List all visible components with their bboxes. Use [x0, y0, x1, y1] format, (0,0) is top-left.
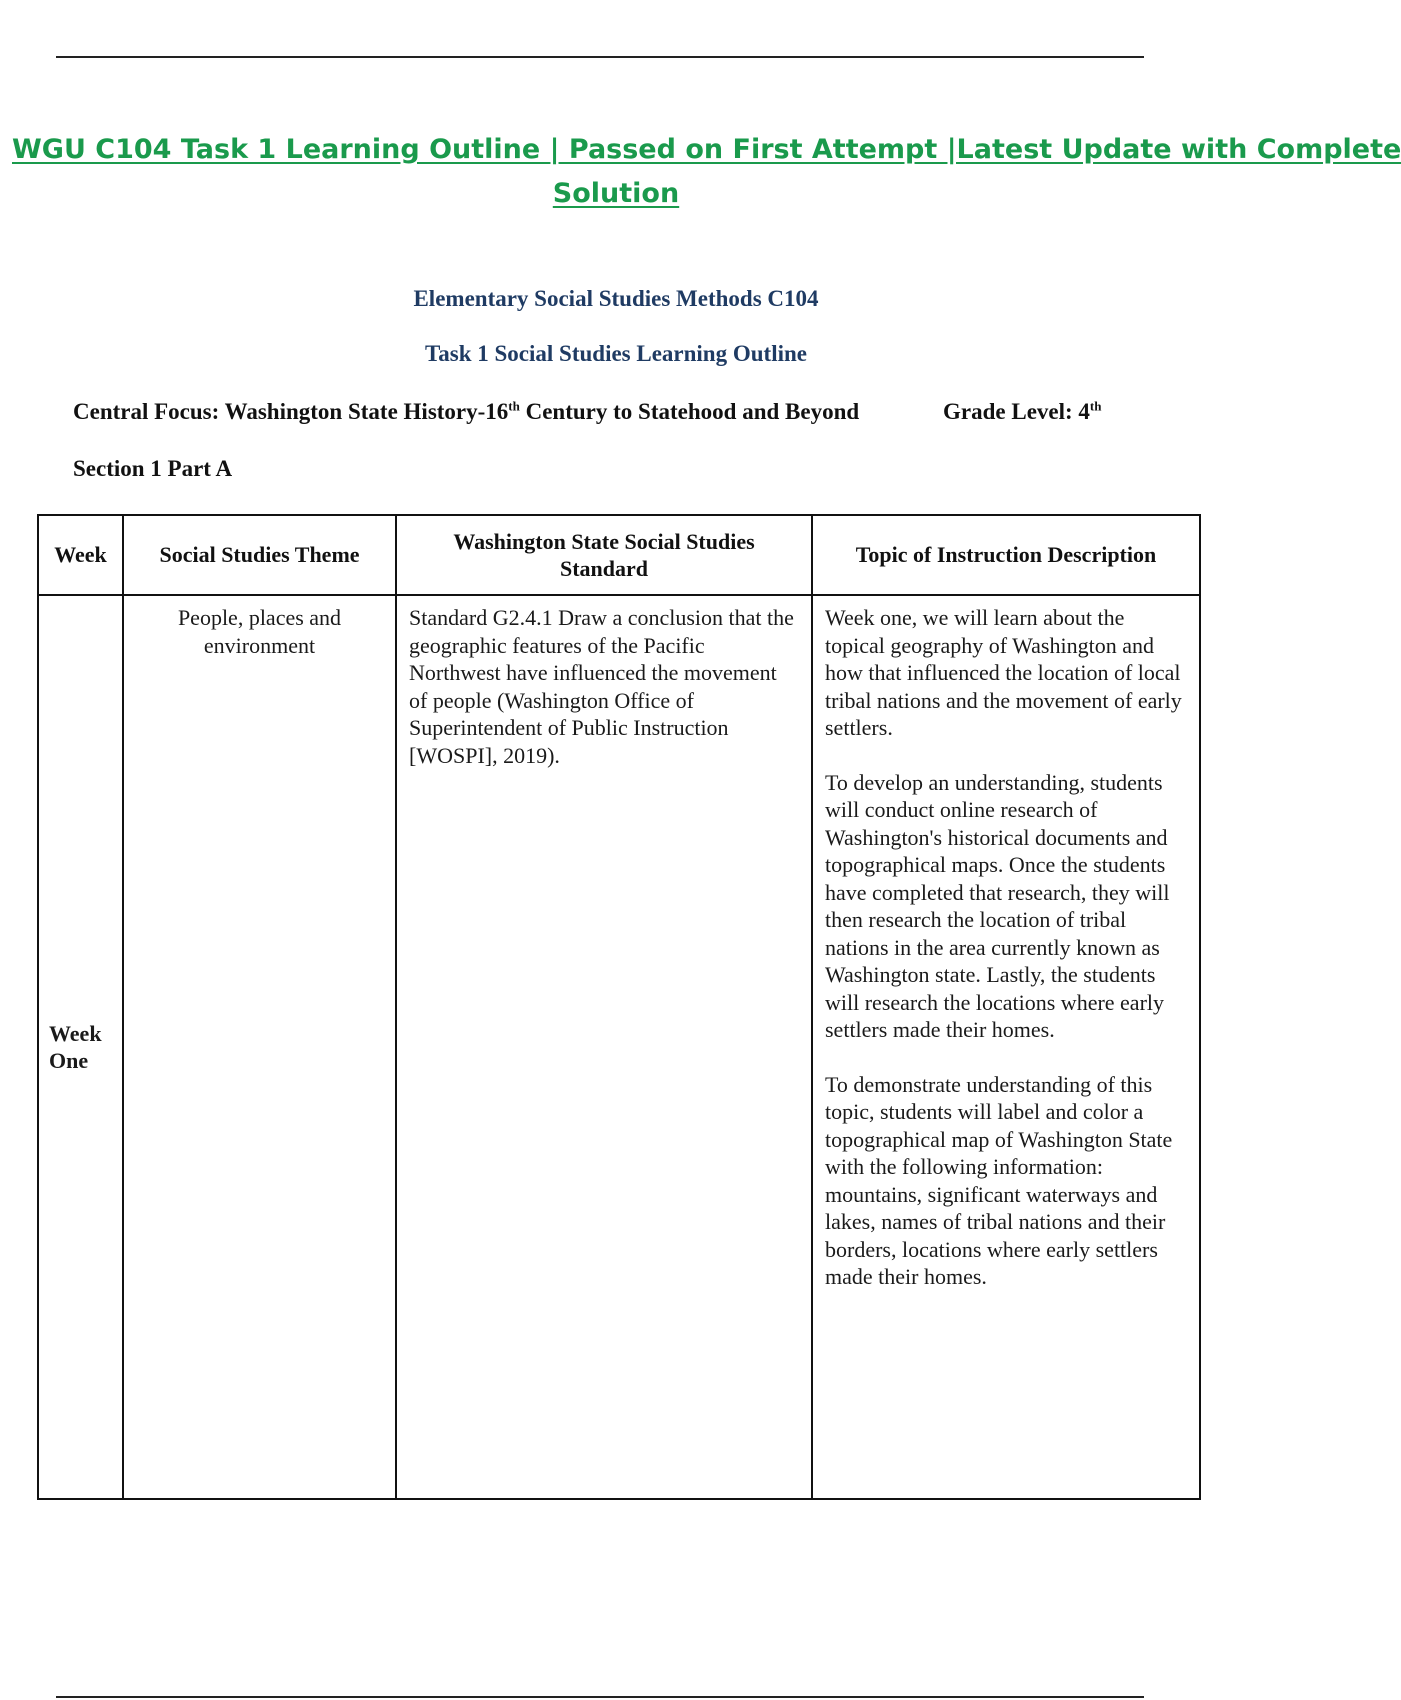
grade-level-prefix: Grade Level: 4 — [943, 399, 1090, 424]
table-header-row — [38, 515, 1200, 595]
header-week: Week — [38, 515, 123, 595]
description-cell — [812, 595, 1200, 1499]
week-cell: Week One — [38, 595, 123, 1499]
course-title: Elementary Social Studies Methods C104 — [413, 286, 819, 311]
section-label: Section 1 Part A — [73, 456, 233, 481]
theme-cell: People, places and environment — [123, 595, 396, 1499]
header-standard: Washington State Social Studies Standard — [396, 515, 812, 595]
central-focus — [73, 399, 859, 425]
header-topic: Topic of Instruction Description — [812, 515, 1200, 595]
learning-outline-table — [37, 514, 1201, 1500]
central-focus-prefix: Central Focus: Washington State History-16 — [73, 399, 509, 424]
document-title[interactable]: WGU C104 Task 1 Learning Outline | Passed on First Attempt |Latest Update with Complete — [12, 134, 1401, 165]
description-paragraph: Week one, we will learn about the topical geography of Washington and how that influenced the location of local tribal nations and the movement of early settlers. — [825, 605, 1182, 740]
grade-level — [943, 399, 1101, 425]
top-rule — [56, 56, 1144, 58]
document-title-continued[interactable]: Solution — [552, 178, 680, 209]
grade-level-superscript: th — [1089, 398, 1102, 414]
header-theme: Social Studies Theme — [123, 515, 396, 595]
description-paragraph: To demonstrate understanding of this topic, students will label and color a topographical map of Washington State with the following information: mountains, significant waterways and lakes, names of tribal nations and their borders, locations where early settlers made their homes. — [825, 1071, 1173, 1289]
table-row — [38, 595, 1200, 1499]
standard-cell: Standard G2.4.1 Draw a conclusion that the geographic features of the Pacific Northwest have influenced the movement of people (Washington Office of Superintendent of Public Instruction [WOSPI], 2019). — [396, 595, 812, 1499]
bottom-rule — [56, 1696, 1144, 1698]
description-paragraph: To develop an understanding, students will conduct online research of Washington's historical documents and topographical maps. Once the students have completed that research, they will then research the location of tribal nations in the area currently known as Washington state. Lastly, the students will research the locations where early settlers made their homes. — [825, 769, 1170, 1042]
central-focus-suffix: Century to Statehood and Beyond — [519, 399, 860, 424]
task-title: Task 1 Social Studies Learning Outline — [425, 341, 807, 366]
central-focus-superscript: th — [508, 398, 520, 414]
